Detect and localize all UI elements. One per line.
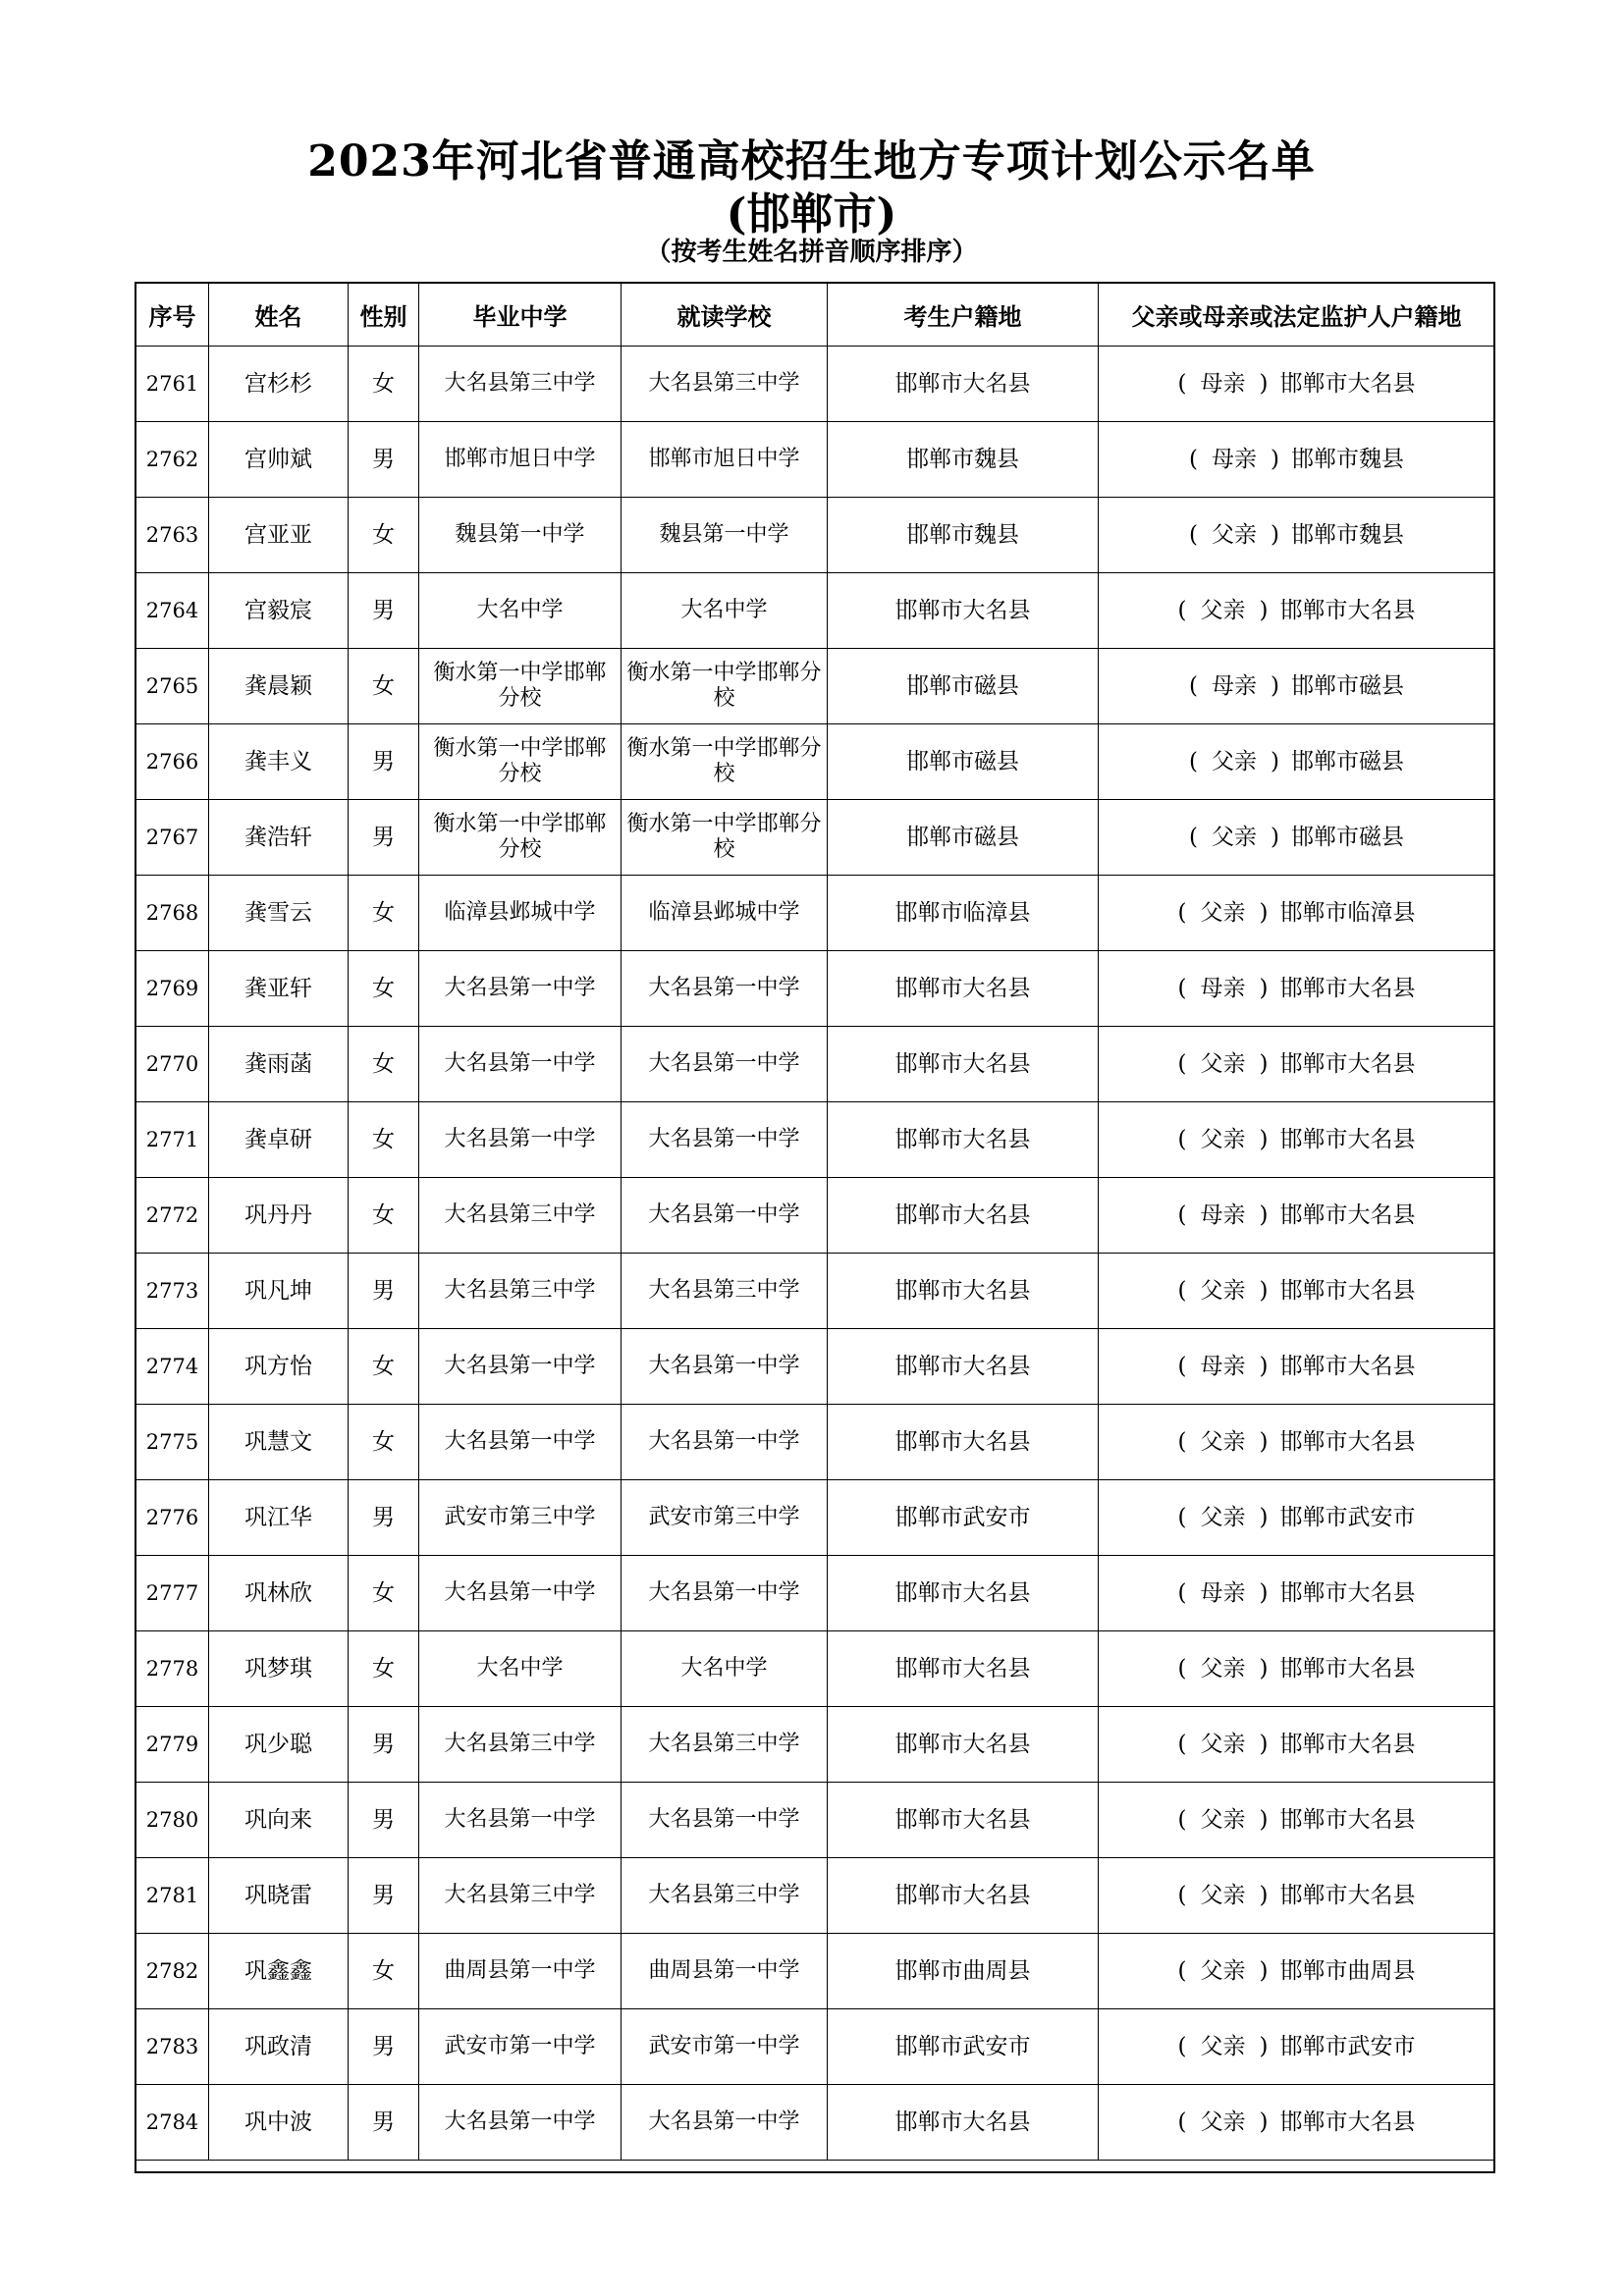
cell-current-school: 临漳县邺城中学 [622,876,828,951]
guardian-hukou: 邯郸市临漳县 [1279,899,1416,926]
cell-name: 巩林欣 [209,1556,349,1631]
cell-hukou: 邯郸市大名县 [828,1102,1099,1178]
cell-grad-school: 魏县第一中学 [419,498,622,573]
cell-no: 2763 [136,498,209,573]
cell-hukou: 邯郸市大名县 [828,1631,1099,1707]
cell-no: 2781 [136,1858,209,1934]
guardian-hukou: 邯郸市大名县 [1279,1731,1416,1757]
cell-name: 巩慧文 [209,1405,349,1480]
cell-grad-school: 大名县第一中学 [419,2085,622,2161]
cell-grad-school: 大名中学 [419,1631,622,1707]
cell-grad-school: 武安市第三中学 [419,1480,622,1556]
cell-name: 巩中波 [209,2085,349,2161]
cell-guardian-hukou: ( 母亲 ) 邯郸市魏县 [1099,422,1495,498]
guardian-hukou: 邯郸市大名县 [1279,1806,1416,1833]
cell-name: 宫毅宸 [209,573,349,649]
cell-current-school: 衡水第一中学邯郸分校 [622,649,828,724]
guardian-relation: 母亲 [1200,1579,1246,1606]
cell-guardian-hukou: ( 母亲 ) 邯郸市大名县 [1099,1556,1495,1631]
table-row [136,1631,1495,1707]
guardian-hukou: 邯郸市大名县 [1279,597,1416,623]
cell-grad-school: 衡水第一中学邯郸分校 [419,800,622,876]
cell-current-school: 大名县第一中学 [622,1329,828,1405]
cell-guardian-hukou: ( 父亲 ) 邯郸市大名县 [1099,573,1495,649]
guardian-hukou: 邯郸市大名县 [1279,1353,1416,1379]
cell-name: 宫帅斌 [209,422,349,498]
cell-no: 2774 [136,1329,209,1405]
guardian-relation: 父亲 [1200,597,1246,623]
table-row [136,1329,1495,1405]
cell-gender: 男 [349,724,419,800]
table-row [136,2009,1495,2085]
cell-guardian-hukou: ( 父亲 ) 邯郸市大名县 [1099,1405,1495,1480]
cell-current-school: 大名县第三中学 [622,1858,828,1934]
cell-current-school: 大名县第一中学 [622,1556,828,1631]
table-row [136,1254,1495,1329]
cell-hukou: 邯郸市大名县 [828,1027,1099,1102]
cell-hukou: 邯郸市磁县 [828,800,1099,876]
cell-no: 2779 [136,1707,209,1783]
cell-gender: 男 [349,573,419,649]
cell-name: 巩梦琪 [209,1631,349,1707]
cell-gender: 女 [349,1631,419,1707]
cell-no: 2768 [136,876,209,951]
guardian-hukou: 邯郸市大名县 [1279,370,1416,397]
cell-gender: 女 [349,1102,419,1178]
cell-gender: 女 [349,1934,419,2009]
cell-no: 2767 [136,800,209,876]
guardian-hukou: 邯郸市大名县 [1279,1050,1416,1077]
cell-guardian-hukou: ( 父亲 ) 邯郸市磁县 [1099,800,1495,876]
cell-current-school: 武安市第三中学 [622,1480,828,1556]
guardian-relation: 父亲 [1200,2109,1246,2135]
cell-guardian-hukou: ( 父亲 ) 邯郸市大名县 [1099,1102,1495,1178]
table-row [136,1858,1495,1934]
table-header-row [136,284,1495,347]
cell-no: 2771 [136,1102,209,1178]
header-gender: 性别 [349,284,419,347]
guardian-hukou: 邯郸市磁县 [1290,824,1404,850]
cell-name: 宫亚亚 [209,498,349,573]
cell-current-school: 邯郸市旭日中学 [622,422,828,498]
cell-guardian-hukou: ( 父亲 ) 邯郸市大名县 [1099,1254,1495,1329]
cell-gender: 女 [349,1556,419,1631]
cell-name: 巩向来 [209,1783,349,1858]
cell-hukou: 邯郸市大名县 [828,1556,1099,1631]
cell-no: 2776 [136,1480,209,1556]
cell-guardian-hukou: ( 父亲 ) 邯郸市魏县 [1099,498,1495,573]
guardian-hukou: 邯郸市磁县 [1290,748,1404,774]
cell-grad-school: 衡水第一中学邯郸分校 [419,649,622,724]
table-row [136,1405,1495,1480]
cell-grad-school: 大名县第一中学 [419,1102,622,1178]
table-row [136,1783,1495,1858]
table-row [136,573,1495,649]
cell-gender: 女 [349,951,419,1027]
cell-name: 龚丰义 [209,724,349,800]
cell-guardian-hukou: ( 母亲 ) 邯郸市大名县 [1099,347,1495,422]
cell-no: 2780 [136,1783,209,1858]
cell-grad-school: 大名县第一中学 [419,1556,622,1631]
document-city: (邯郸市) [726,189,897,240]
cell-name: 龚雨菡 [209,1027,349,1102]
guardian-relation: 父亲 [1200,1126,1246,1152]
cell-guardian-hukou: ( 母亲 ) 邯郸市大名县 [1099,1178,1495,1254]
cell-current-school: 魏县第一中学 [622,498,828,573]
cell-name: 巩政清 [209,2009,349,2085]
table-row [136,800,1495,876]
cell-name: 巩少聪 [209,1707,349,1783]
cell-grad-school: 临漳县邺城中学 [419,876,622,951]
table-row [136,649,1495,724]
cell-gender: 女 [349,498,419,573]
cell-no: 2765 [136,649,209,724]
cell-gender: 男 [349,1707,419,1783]
guardian-hukou: 邯郸市武安市 [1279,1504,1416,1530]
cell-grad-school: 武安市第一中学 [419,2009,622,2085]
cell-grad-school: 大名中学 [419,573,622,649]
cell-name: 宫杉杉 [209,347,349,422]
cell-hukou: 邯郸市武安市 [828,1480,1099,1556]
cell-current-school: 大名县第一中学 [622,951,828,1027]
cell-grad-school: 大名县第一中学 [419,1783,622,1858]
cell-current-school: 衡水第一中学邯郸分校 [622,800,828,876]
table-row [136,1480,1495,1556]
cell-name: 龚晨颖 [209,649,349,724]
cell-gender: 女 [349,1178,419,1254]
guardian-relation: 父亲 [1200,899,1246,926]
cell-gender: 男 [349,2009,419,2085]
cell-hukou: 邯郸市大名县 [828,1329,1099,1405]
cell-name: 龚浩轩 [209,800,349,876]
cell-hukou: 邯郸市大名县 [828,347,1099,422]
cell-guardian-hukou: ( 父亲 ) 邯郸市武安市 [1099,2009,1495,2085]
cell-no: 2770 [136,1027,209,1102]
cell-current-school: 大名县第一中学 [622,1102,828,1178]
cell-guardian-hukou: ( 母亲 ) 邯郸市磁县 [1099,649,1495,724]
cell-grad-school: 曲周县第一中学 [419,1934,622,2009]
cell-current-school: 大名县第三中学 [622,1254,828,1329]
cell-name: 巩江华 [209,1480,349,1556]
guardian-relation: 母亲 [1200,1201,1246,1228]
cell-gender: 女 [349,1329,419,1405]
cell-gender: 女 [349,876,419,951]
cell-no: 2769 [136,951,209,1027]
guardian-relation: 父亲 [1200,1882,1246,1908]
guardian-relation: 父亲 [1212,521,1257,548]
cell-gender: 女 [349,1027,419,1102]
cell-guardian-hukou: ( 父亲 ) 邯郸市大名县 [1099,1707,1495,1783]
guardian-relation: 母亲 [1212,446,1257,472]
guardian-hukou: 邯郸市大名县 [1279,1882,1416,1908]
cell-guardian-hukou: ( 父亲 ) 邯郸市大名县 [1099,2085,1495,2161]
cell-grad-school: 衡水第一中学邯郸分校 [419,724,622,800]
guardian-relation: 父亲 [1200,1957,1246,1984]
cell-gender: 男 [349,1254,419,1329]
guardian-relation: 父亲 [1200,1806,1246,1833]
guardian-relation: 父亲 [1200,1655,1246,1682]
cell-hukou: 邯郸市武安市 [828,2009,1099,2085]
table-row [136,1707,1495,1783]
guardian-relation: 父亲 [1200,1050,1246,1077]
cell-gender: 男 [349,2085,419,2161]
cell-current-school: 大名县第三中学 [622,1707,828,1783]
guardian-relation: 母亲 [1200,975,1246,1001]
cell-hukou: 邯郸市临漳县 [828,876,1099,951]
cell-hukou: 邯郸市大名县 [828,1254,1099,1329]
guardian-hukou: 邯郸市大名县 [1279,1655,1416,1682]
cell-grad-school: 邯郸市旭日中学 [419,422,622,498]
cell-gender: 男 [349,422,419,498]
table-row [136,1934,1495,2009]
cell-grad-school: 大名县第一中学 [419,1405,622,1480]
cell-grad-school: 大名县第三中学 [419,1707,622,1783]
sort-note: （按考生姓名拼音顺序排序） [645,238,978,267]
cell-guardian-hukou: ( 父亲 ) 邯郸市曲周县 [1099,1934,1495,2009]
cell-hukou: 邯郸市大名县 [828,1405,1099,1480]
table-row [136,2085,1495,2161]
cell-current-school: 大名县第一中学 [622,2085,828,2161]
cell-no: 2783 [136,2009,209,2085]
guardian-hukou: 邯郸市魏县 [1290,521,1404,548]
cell-guardian-hukou: ( 父亲 ) 邯郸市大名县 [1099,1631,1495,1707]
header-grad-school: 毕业中学 [419,284,622,347]
cell-no: 2762 [136,422,209,498]
cell-hukou: 邯郸市大名县 [828,1858,1099,1934]
cell-hukou: 邯郸市魏县 [828,498,1099,573]
cell-grad-school: 大名县第一中学 [419,951,622,1027]
guardian-hukou: 邯郸市大名县 [1279,1201,1416,1228]
cell-hukou: 邯郸市大名县 [828,2085,1099,2161]
cell-current-school: 大名县第三中学 [622,347,828,422]
cell-name: 巩鑫鑫 [209,1934,349,2009]
cell-no: 2778 [136,1631,209,1707]
guardian-relation: 母亲 [1212,672,1257,699]
guardian-hukou: 邯郸市大名县 [1279,2109,1416,2135]
cell-hukou: 邯郸市大名县 [828,1783,1099,1858]
cell-gender: 女 [349,649,419,724]
header-current-school: 就读学校 [622,284,828,347]
guardian-relation: 父亲 [1212,824,1257,850]
table-row [136,1556,1495,1631]
cell-grad-school: 大名县第一中学 [419,1027,622,1102]
cell-no: 2775 [136,1405,209,1480]
guardian-relation: 父亲 [1200,1504,1246,1530]
cell-name: 龚亚轩 [209,951,349,1027]
cell-no: 2761 [136,347,209,422]
guardian-hukou: 邯郸市磁县 [1290,672,1404,699]
cell-guardian-hukou: ( 父亲 ) 邯郸市武安市 [1099,1480,1495,1556]
guardian-hukou: 邯郸市武安市 [1279,2033,1416,2059]
cell-hukou: 邯郸市大名县 [828,1178,1099,1254]
admission-list-table [135,283,1495,2161]
guardian-relation: 父亲 [1200,2033,1246,2059]
cell-current-school: 大名中学 [622,573,828,649]
cell-current-school: 衡水第一中学邯郸分校 [622,724,828,800]
cell-grad-school: 大名县第三中学 [419,1178,622,1254]
cell-no: 2773 [136,1254,209,1329]
cell-name: 巩丹丹 [209,1178,349,1254]
cell-no: 2782 [136,1934,209,2009]
header-hukou: 考生户籍地 [828,284,1099,347]
cell-guardian-hukou: ( 母亲 ) 邯郸市大名县 [1099,951,1495,1027]
guardian-hukou: 邯郸市大名县 [1279,1428,1416,1455]
cell-name: 巩凡坤 [209,1254,349,1329]
guardian-relation: 父亲 [1200,1428,1246,1455]
cell-hukou: 邯郸市磁县 [828,724,1099,800]
cell-hukou: 邯郸市大名县 [828,951,1099,1027]
cell-hukou: 邯郸市魏县 [828,422,1099,498]
table-row [136,347,1495,422]
table-row [136,1178,1495,1254]
guardian-hukou: 邯郸市曲周县 [1279,1957,1416,1984]
cell-name: 巩方怡 [209,1329,349,1405]
cell-no: 2772 [136,1178,209,1254]
cell-no: 2766 [136,724,209,800]
cell-grad-school: 大名县第一中学 [419,1329,622,1405]
cell-no: 2764 [136,573,209,649]
cell-guardian-hukou: ( 父亲 ) 邯郸市磁县 [1099,724,1495,800]
cell-gender: 男 [349,1480,419,1556]
table-row [136,951,1495,1027]
cell-current-school: 大名县第一中学 [622,1178,828,1254]
cell-current-school: 曲周县第一中学 [622,1934,828,2009]
table-row [136,498,1495,573]
cell-grad-school: 大名县第三中学 [419,347,622,422]
cell-hukou: 邯郸市磁县 [828,649,1099,724]
guardian-relation: 父亲 [1200,1277,1246,1304]
cell-hukou: 邯郸市大名县 [828,573,1099,649]
guardian-relation: 父亲 [1212,748,1257,774]
table-row [136,876,1495,951]
cell-guardian-hukou: ( 父亲 ) 邯郸市大名县 [1099,1027,1495,1102]
document-title: 2023年河北省普通高校招生地方专项计划公示名单 [307,136,1316,187]
header-no: 序号 [136,284,209,347]
cell-gender: 男 [349,1858,419,1934]
table-row [136,422,1495,498]
cell-gender: 女 [349,1405,419,1480]
cell-name: 龚卓研 [209,1102,349,1178]
cell-current-school: 大名中学 [622,1631,828,1707]
cell-current-school: 武安市第一中学 [622,2009,828,2085]
guardian-hukou: 邯郸市大名县 [1279,1126,1416,1152]
cell-gender: 男 [349,1783,419,1858]
cell-name: 龚雪云 [209,876,349,951]
table-row [136,1027,1495,1102]
cell-no: 2784 [136,2085,209,2161]
cell-hukou: 邯郸市大名县 [828,1707,1099,1783]
header-guardian-hukou: 父亲或母亲或法定监护人户籍地 [1099,284,1495,347]
guardian-relation: 母亲 [1200,1353,1246,1379]
guardian-hukou: 邯郸市魏县 [1290,446,1404,472]
guardian-hukou: 邯郸市大名县 [1279,975,1416,1001]
cell-guardian-hukou: ( 父亲 ) 邯郸市大名县 [1099,1858,1495,1934]
cell-guardian-hukou: ( 父亲 ) 邯郸市临漳县 [1099,876,1495,951]
cell-no: 2777 [136,1556,209,1631]
cell-current-school: 大名县第一中学 [622,1783,828,1858]
table-row [136,724,1495,800]
header-name: 姓名 [209,284,349,347]
guardian-relation: 母亲 [1200,370,1246,397]
cell-name: 巩晓雷 [209,1858,349,1934]
cell-gender: 男 [349,800,419,876]
cell-guardian-hukou: ( 母亲 ) 邯郸市大名县 [1099,1329,1495,1405]
cell-current-school: 大名县第一中学 [622,1027,828,1102]
cell-guardian-hukou: ( 父亲 ) 邯郸市大名县 [1099,1783,1495,1858]
cell-current-school: 大名县第一中学 [622,1405,828,1480]
guardian-relation: 父亲 [1200,1731,1246,1757]
cell-gender: 女 [349,347,419,422]
guardian-hukou: 邯郸市大名县 [1279,1277,1416,1304]
cell-hukou: 邯郸市曲周县 [828,1934,1099,2009]
guardian-hukou: 邯郸市大名县 [1279,1579,1416,1606]
cell-grad-school: 大名县第三中学 [419,1858,622,1934]
cell-grad-school: 大名县第三中学 [419,1254,622,1329]
table-row [136,1102,1495,1178]
